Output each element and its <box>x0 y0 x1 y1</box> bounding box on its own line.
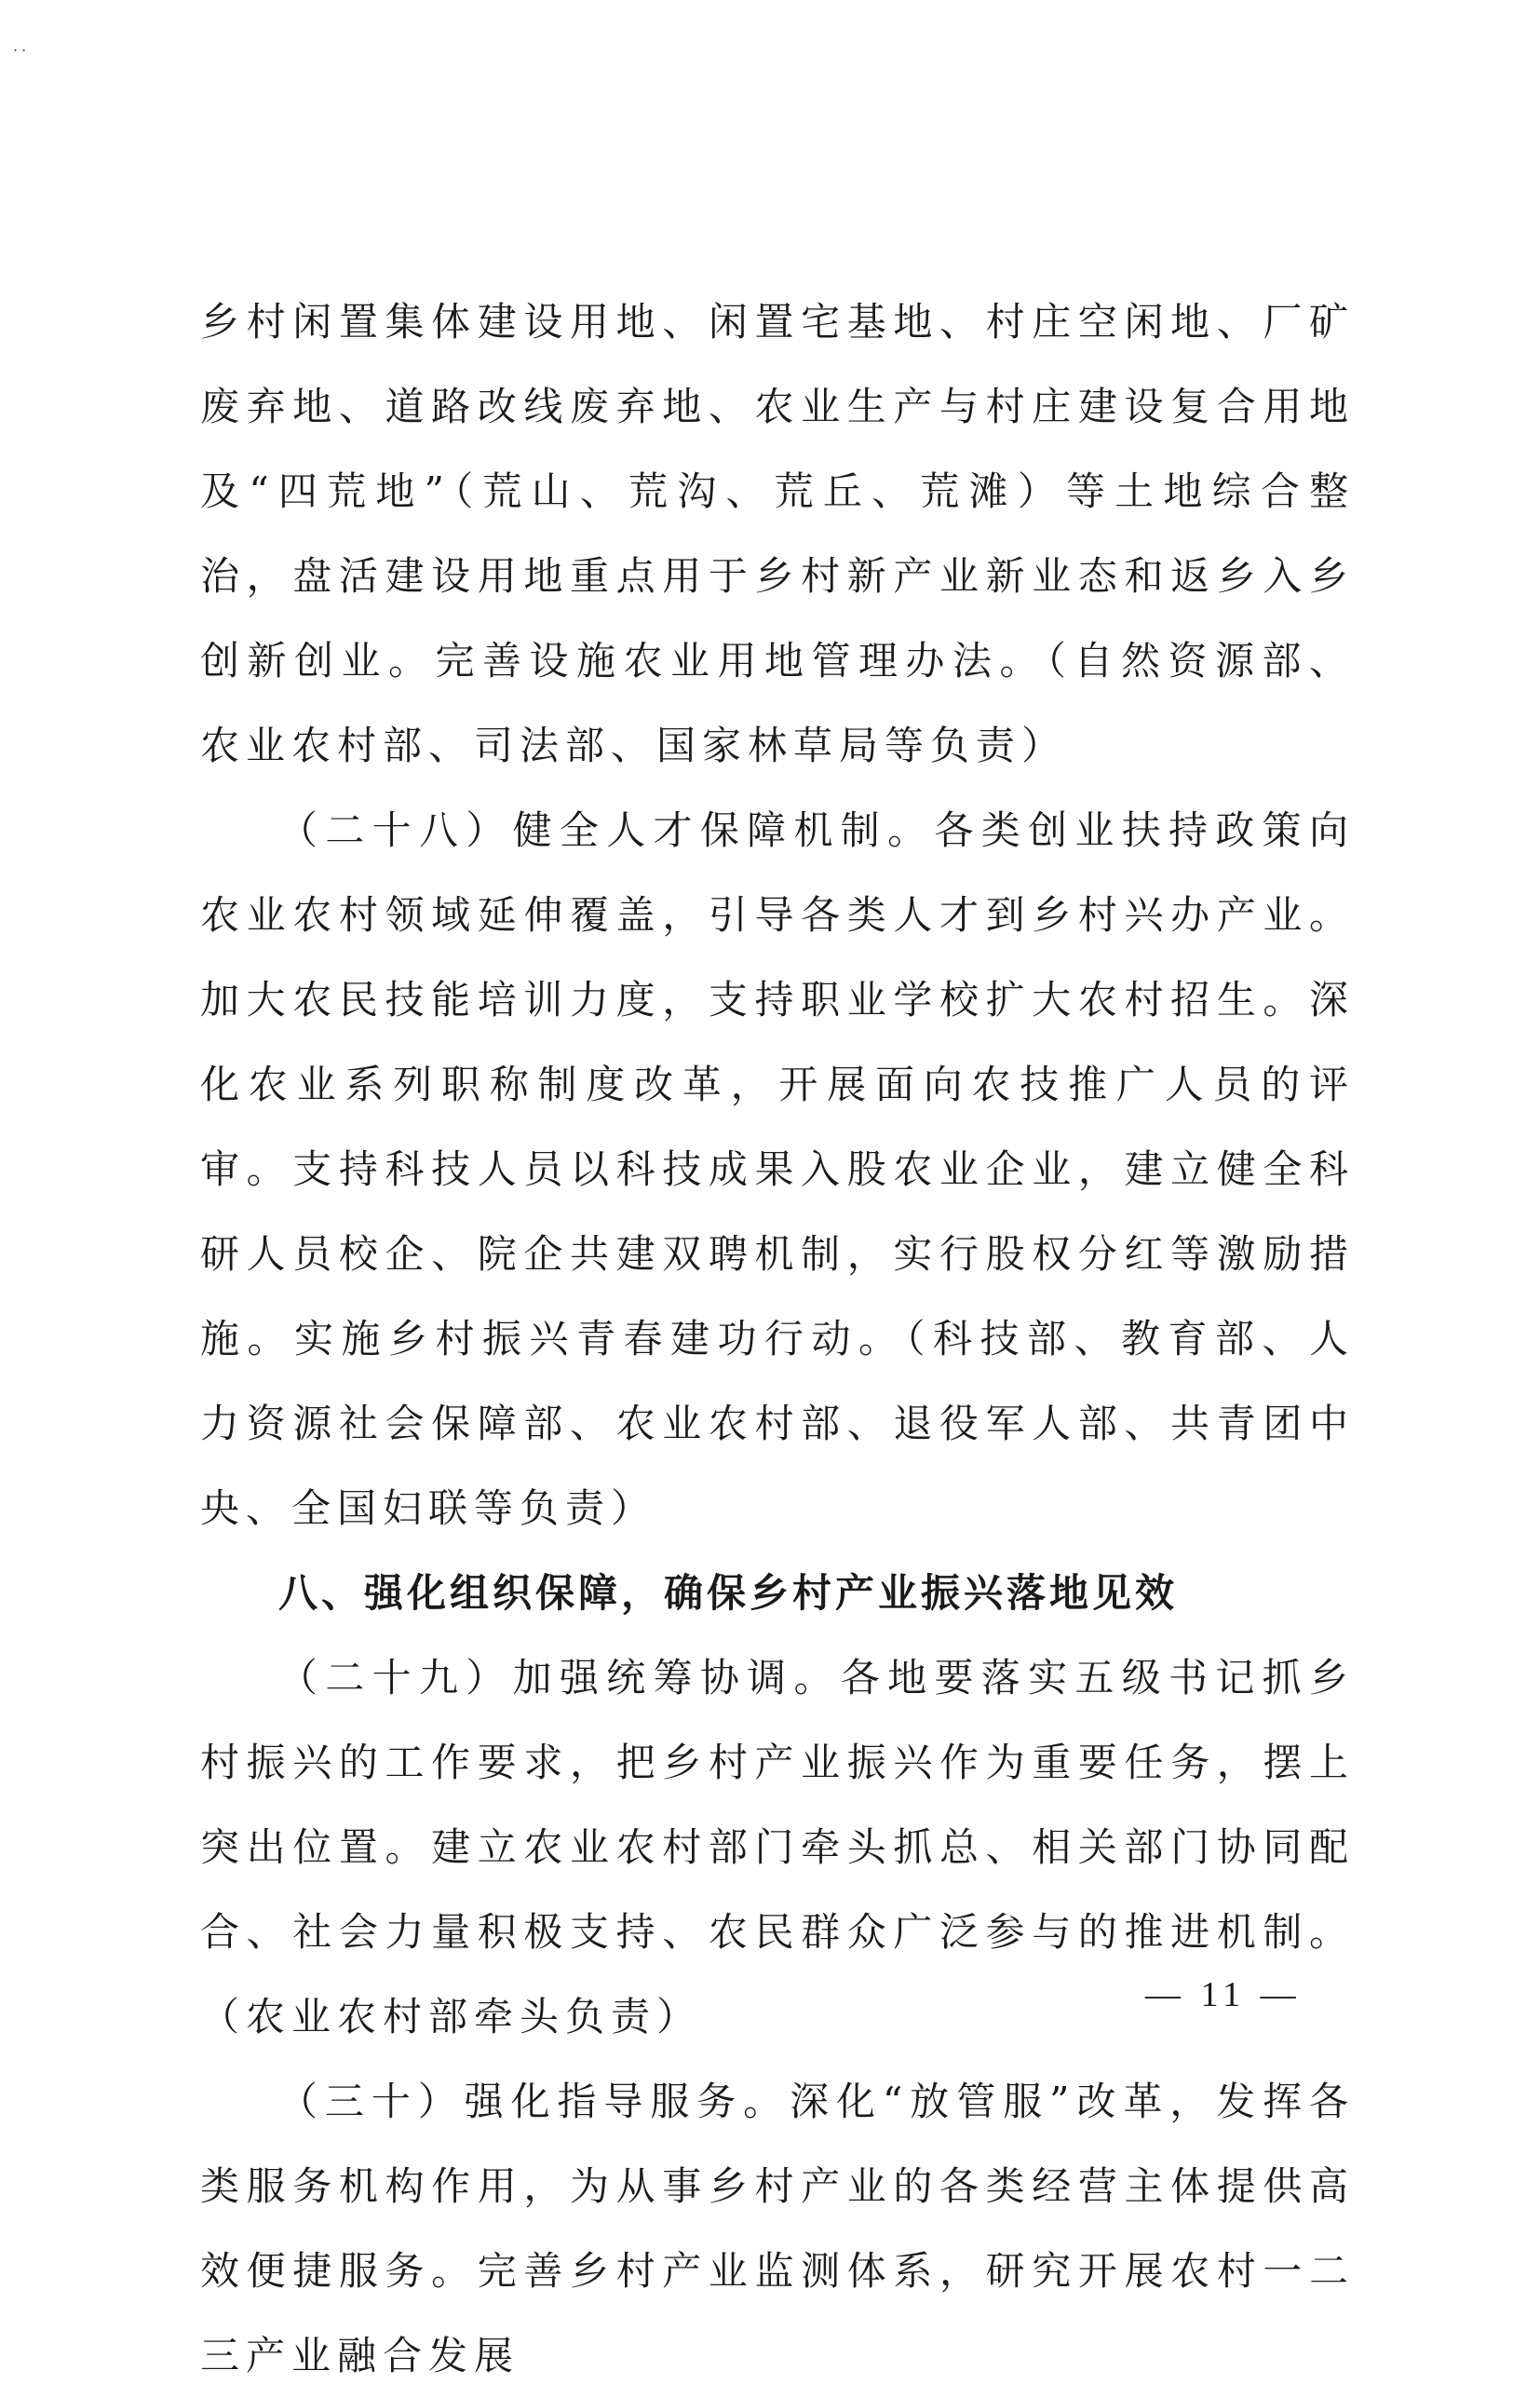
paragraph-guidance-service: （三十）强化指导服务。深化“放管服”改革，发挥各类服务机构作用，为从事乡村产业的各类经营主体提供高效便捷服务。完善乡村产业监测体系，研究开展农村一二三产业融合发展 <box>200 2079 1355 2378</box>
paragraph-talent-guarantee: （二十八）健全人才保障机制。各类创业扶持政策向农业农村领域延伸覆盖，引导各类人才到乡村兴办产业。加大农民技能培训力度，支持职业学校扩大农村招生。深化农业系列职称制度改革，开展面向农技推广人员的评审。支持科技人员以科技成果入股农业企业，建立健全科研人员校企、院企共建双聘机制，实行股权分红等激励措施。实施乡村振兴青春建功行动。（科技部、教育部、人力资源社会保障部、农业农村部、退役军人部、共青团中央、全国妇联等负责） <box>200 807 1355 1531</box>
section-heading-organization: 八、强化组织保障，确保乡村产业振兴落地见效 <box>278 1570 1179 1616</box>
document-body <box>200 279 1355 2398</box>
paragraph-land-consolidation: 乡村闲置集体建设用地、闲置宅基地、村庄空闲地、厂矿废弃地、道路改线废弃地、农业生产与村庄建设复合用地及“四荒地”（荒山、荒沟、荒丘、荒滩）等土地综合整治，盘活建设用地重点用于乡村新产业新业态和返乡入乡创新创业。完善设施农业用地管理办法。（自然资源部、农业农村部、司法部、国家林草局等负责） <box>200 299 1355 768</box>
page-number: — 11 — <box>1145 1975 1302 2014</box>
paragraph-coordination: （二十九）加强统筹协调。各地要落实五级书记抓乡村振兴的工作要求，把乡村产业振兴作为重要任务，摆上突出位置。建立农业农村部门牵头抓总、相关部门协同配合、社会力量积极支持、农民群众广泛参与的推进机制。（农业农村部牵头负责） <box>200 1655 1355 2039</box>
scan-corner-mark: .. <box>13 37 31 55</box>
